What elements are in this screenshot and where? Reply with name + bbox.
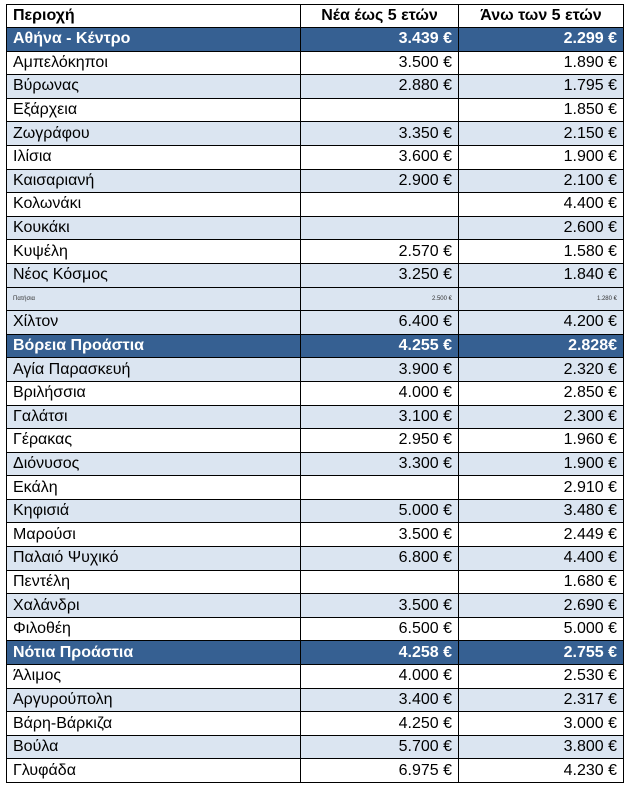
area-name-cell: Κηφισιά xyxy=(7,499,301,523)
region-row xyxy=(7,334,624,358)
new-price-cell: 4.250 € xyxy=(301,712,459,736)
old-price-cell: 2.828€ xyxy=(459,334,624,358)
new-price-cell: 3.350 € xyxy=(301,122,459,146)
old-price-cell: 4.400 € xyxy=(459,193,624,217)
table-row xyxy=(7,712,624,736)
old-price-cell: 2.150 € xyxy=(459,122,624,146)
area-name-cell: Ζωγράφου xyxy=(7,122,301,146)
old-price-cell: 1.840 € xyxy=(459,263,624,287)
old-price-cell: 1.580 € xyxy=(459,240,624,264)
new-price-cell xyxy=(301,216,459,240)
area-name-cell: Ιλίσια xyxy=(7,145,301,169)
area-name-cell: Εκάλη xyxy=(7,476,301,500)
old-price-cell: 1.890 € xyxy=(459,51,624,75)
area-name-cell: Γαλάτσι xyxy=(7,405,301,429)
new-price-cell: 3.600 € xyxy=(301,145,459,169)
area-name-cell: Πατήσια xyxy=(7,287,301,311)
new-price-cell: 2.570 € xyxy=(301,240,459,264)
area-name-cell: Βόρεια Προάστια xyxy=(7,334,301,358)
new-price-cell: 4.255 € xyxy=(301,334,459,358)
table-row xyxy=(7,263,624,287)
new-price-cell: 5.700 € xyxy=(301,735,459,759)
table-row xyxy=(7,547,624,571)
table-row xyxy=(7,216,624,240)
table-row xyxy=(7,688,624,712)
table-row xyxy=(7,523,624,547)
column-header-old: Άνω των 5 ετών xyxy=(459,5,624,28)
area-name-cell: Κυψέλη xyxy=(7,240,301,264)
old-price-cell: 2.300 € xyxy=(459,405,624,429)
table-row xyxy=(7,122,624,146)
area-name-cell: Βούλα xyxy=(7,735,301,759)
new-price-cell: 5.000 € xyxy=(301,499,459,523)
old-price-cell: 4.200 € xyxy=(459,311,624,335)
table-row xyxy=(7,193,624,217)
new-price-cell: 4.000 € xyxy=(301,665,459,689)
old-price-cell: 1.960 € xyxy=(459,429,624,453)
table-row xyxy=(7,665,624,689)
table-row xyxy=(7,145,624,169)
old-price-cell: 4.230 € xyxy=(459,759,624,783)
new-price-cell: 3.500 € xyxy=(301,51,459,75)
new-price-cell: 2.900 € xyxy=(301,169,459,193)
area-name-cell: Χίλτον xyxy=(7,311,301,335)
table-row xyxy=(7,735,624,759)
column-header-area: Περιοχή xyxy=(7,5,301,28)
old-price-cell: 1.850 € xyxy=(459,98,624,122)
area-name-cell: Κολωνάκι xyxy=(7,193,301,217)
new-price-cell: 3.400 € xyxy=(301,688,459,712)
region-row xyxy=(7,28,624,52)
table-row xyxy=(7,358,624,382)
new-price-cell: 6.400 € xyxy=(301,311,459,335)
area-name-cell: Γέρακας xyxy=(7,429,301,453)
table-row xyxy=(7,499,624,523)
new-price-cell: 2.500 € xyxy=(301,287,459,311)
new-price-cell: 2.880 € xyxy=(301,75,459,99)
header-row xyxy=(7,5,624,28)
old-price-cell: 2.600 € xyxy=(459,216,624,240)
area-name-cell: Νότια Προάστια xyxy=(7,641,301,665)
new-price-cell: 3.900 € xyxy=(301,358,459,382)
old-price-cell: 3.480 € xyxy=(459,499,624,523)
old-price-cell: 1.900 € xyxy=(459,145,624,169)
old-price-cell: 3.000 € xyxy=(459,712,624,736)
new-price-cell: 6.975 € xyxy=(301,759,459,783)
area-name-cell: Παλαιό Ψυχικό xyxy=(7,547,301,571)
new-price-cell: 6.500 € xyxy=(301,617,459,641)
new-price-cell xyxy=(301,98,459,122)
old-price-cell: 2.317 € xyxy=(459,688,624,712)
old-price-cell: 2.320 € xyxy=(459,358,624,382)
area-name-cell: Καισαριανή xyxy=(7,169,301,193)
table-row xyxy=(7,452,624,476)
new-price-cell xyxy=(301,476,459,500)
table-row xyxy=(7,240,624,264)
new-price-cell xyxy=(301,193,459,217)
old-price-cell: 2.690 € xyxy=(459,594,624,618)
new-price-cell: 3.100 € xyxy=(301,405,459,429)
old-price-cell: 2.299 € xyxy=(459,28,624,52)
old-price-cell: 1.795 € xyxy=(459,75,624,99)
old-price-cell: 5.000 € xyxy=(459,617,624,641)
new-price-cell: 4.000 € xyxy=(301,381,459,405)
new-price-cell: 3.439 € xyxy=(301,28,459,52)
table-row xyxy=(7,381,624,405)
old-price-cell: 2.755 € xyxy=(459,641,624,665)
area-name-cell: Πεντέλη xyxy=(7,570,301,594)
table-row xyxy=(7,476,624,500)
old-price-cell: 3.800 € xyxy=(459,735,624,759)
new-price-cell: 3.500 € xyxy=(301,523,459,547)
new-price-cell xyxy=(301,570,459,594)
price-table xyxy=(6,4,624,783)
area-name-cell: Αμπελόκηποι xyxy=(7,51,301,75)
table-row xyxy=(7,287,624,311)
new-price-cell: 3.250 € xyxy=(301,263,459,287)
column-header-new: Νέα έως 5 ετών xyxy=(301,5,459,28)
table-row xyxy=(7,594,624,618)
table-row xyxy=(7,169,624,193)
table-row xyxy=(7,570,624,594)
area-name-cell: Εξάρχεια xyxy=(7,98,301,122)
table-row xyxy=(7,759,624,783)
table-row xyxy=(7,51,624,75)
new-price-cell: 3.500 € xyxy=(301,594,459,618)
area-name-cell: Αθήνα - Κέντρο xyxy=(7,28,301,52)
old-price-cell: 2.910 € xyxy=(459,476,624,500)
table-row xyxy=(7,98,624,122)
old-price-cell: 1.280 € xyxy=(459,287,624,311)
area-name-cell: Βριλήσσια xyxy=(7,381,301,405)
old-price-cell: 2.850 € xyxy=(459,381,624,405)
old-price-cell: 2.530 € xyxy=(459,665,624,689)
area-name-cell: Αργυρούπολη xyxy=(7,688,301,712)
old-price-cell: 1.680 € xyxy=(459,570,624,594)
area-name-cell: Γλυφάδα xyxy=(7,759,301,783)
old-price-cell: 2.100 € xyxy=(459,169,624,193)
table-row xyxy=(7,429,624,453)
area-name-cell: Χαλάνδρι xyxy=(7,594,301,618)
table-body xyxy=(7,28,624,783)
table-row xyxy=(7,405,624,429)
new-price-cell: 3.300 € xyxy=(301,452,459,476)
area-name-cell: Νέος Κόσμος xyxy=(7,263,301,287)
old-price-cell: 1.900 € xyxy=(459,452,624,476)
area-name-cell: Διόνυσος xyxy=(7,452,301,476)
old-price-cell: 2.449 € xyxy=(459,523,624,547)
new-price-cell: 6.800 € xyxy=(301,547,459,571)
region-row xyxy=(7,641,624,665)
area-name-cell: Άλιμος xyxy=(7,665,301,689)
area-name-cell: Κουκάκι xyxy=(7,216,301,240)
table-row xyxy=(7,75,624,99)
new-price-cell: 4.258 € xyxy=(301,641,459,665)
table-row xyxy=(7,617,624,641)
area-name-cell: Φιλοθέη xyxy=(7,617,301,641)
new-price-cell: 2.950 € xyxy=(301,429,459,453)
area-name-cell: Βάρη-Βάρκιζα xyxy=(7,712,301,736)
area-name-cell: Αγία Παρασκευή xyxy=(7,358,301,382)
old-price-cell: 4.400 € xyxy=(459,547,624,571)
table-row xyxy=(7,311,624,335)
area-name-cell: Βύρωνας xyxy=(7,75,301,99)
area-name-cell: Μαρούσι xyxy=(7,523,301,547)
